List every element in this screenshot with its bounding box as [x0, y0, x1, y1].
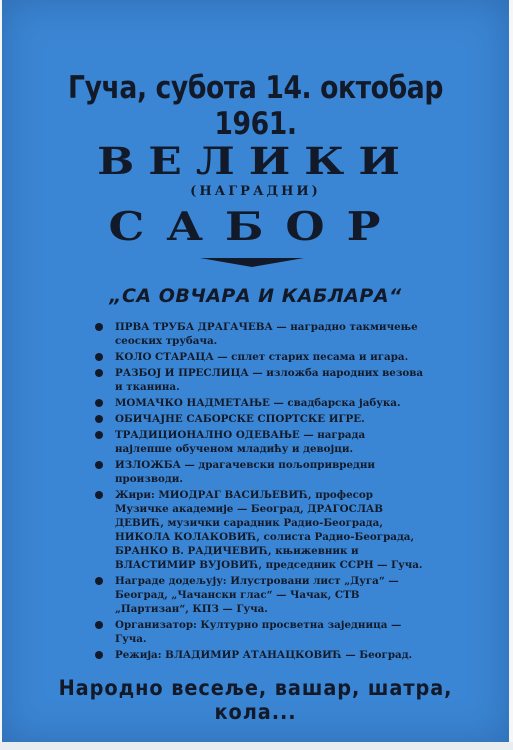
list-item: [95, 618, 425, 646]
scan-edge: [0, 742, 513, 750]
bullet-icon: [95, 577, 103, 585]
list-item-text: ПРВА ТРУБА ДРАГАЧЕВА — наградно такмичење сеоских трубача.: [115, 321, 418, 347]
list-item: [95, 396, 425, 410]
list-item-text: Жири: МИОДРАГ ВАСИЉЕВИЋ, професор Музичке академије — Београд, ДРАГОСЛАВ ДЕВИЋ, музички сарадник Радио-Београда, НИКОЛА КОЛАКОВИЋ, солиста Радио-Београда, БРАНКО В. РАДИЧЕВИЋ, књижевник и ВЛАСТИМИР ВУЈОВИЋ, председник ССРН — Гуча.: [115, 489, 423, 571]
list-item: [95, 574, 425, 616]
bullet-icon: [95, 415, 103, 423]
bullet-icon: [95, 431, 103, 439]
list-item: [95, 320, 425, 348]
bullet-icon: [95, 621, 103, 629]
title-sabor: САБОР: [108, 203, 403, 250]
list-item: [95, 428, 425, 456]
dateline: Гуча, субота 14. октобар 1961.: [68, 70, 443, 142]
list-item-text: РАЗБОЈ И ПРЕСЛИЦА — изложба народних везова и тканина.: [115, 367, 424, 393]
footer-slogan: Народно весеље, вашар, шатра, кола...: [58, 676, 453, 724]
list-item-text: Награде додељују: Илустровани лист „Дуга“ — Београд, „Чачански глас“ — Чачак, СТВ „Партизан“, КПЗ — Гуча.: [115, 575, 399, 615]
bullet-icon: [95, 491, 103, 499]
poster: [2, 0, 509, 742]
list-item-text: ИЗЛОЖБА — драгачевски пољопривредни производи.: [115, 459, 376, 485]
list-item: [95, 458, 425, 486]
bullet-icon: [95, 369, 103, 377]
list-item-text: ОБИЧАЈНЕ САБОРСКЕ СПОРТСКЕ ИГРЕ.: [115, 413, 365, 425]
list-item-text: Режија: ВЛАДИМИР АТАНАЦКОВИЋ — Београд.: [115, 649, 413, 661]
bullet-icon: [95, 461, 103, 469]
list-item: [95, 412, 425, 426]
wedge-ornament: [200, 258, 304, 267]
list-item-text: КОЛО СТАРАЦА — сплет старих песама и игара.: [115, 351, 409, 363]
bullet-icon: [95, 651, 103, 659]
title-nagradni: (НАГРАДНИ): [190, 184, 321, 199]
list-item: [95, 350, 425, 364]
program-list: [95, 320, 425, 664]
list-item: [95, 648, 425, 662]
bullet-icon: [95, 323, 103, 331]
subtitle: „СА ОВЧАРА И КАБЛАРА“: [109, 285, 402, 307]
list-item-text: ТРАДИЦИОНАЛНО ОДЕВАЊЕ — награда најлепше обученом младићу и девојци.: [115, 429, 366, 455]
list-item-text: Организатор: Културно просветна заједница — Гуча.: [115, 619, 402, 645]
bullet-icon: [95, 399, 103, 407]
list-item-text: МОМАЧКО НАДМЕТАЊЕ — свадбарска јабука.: [115, 397, 401, 409]
bullet-icon: [95, 353, 103, 361]
list-item: [95, 366, 425, 394]
title-veliki: ВЕЛИКИ: [97, 139, 414, 184]
list-item: [95, 488, 425, 572]
